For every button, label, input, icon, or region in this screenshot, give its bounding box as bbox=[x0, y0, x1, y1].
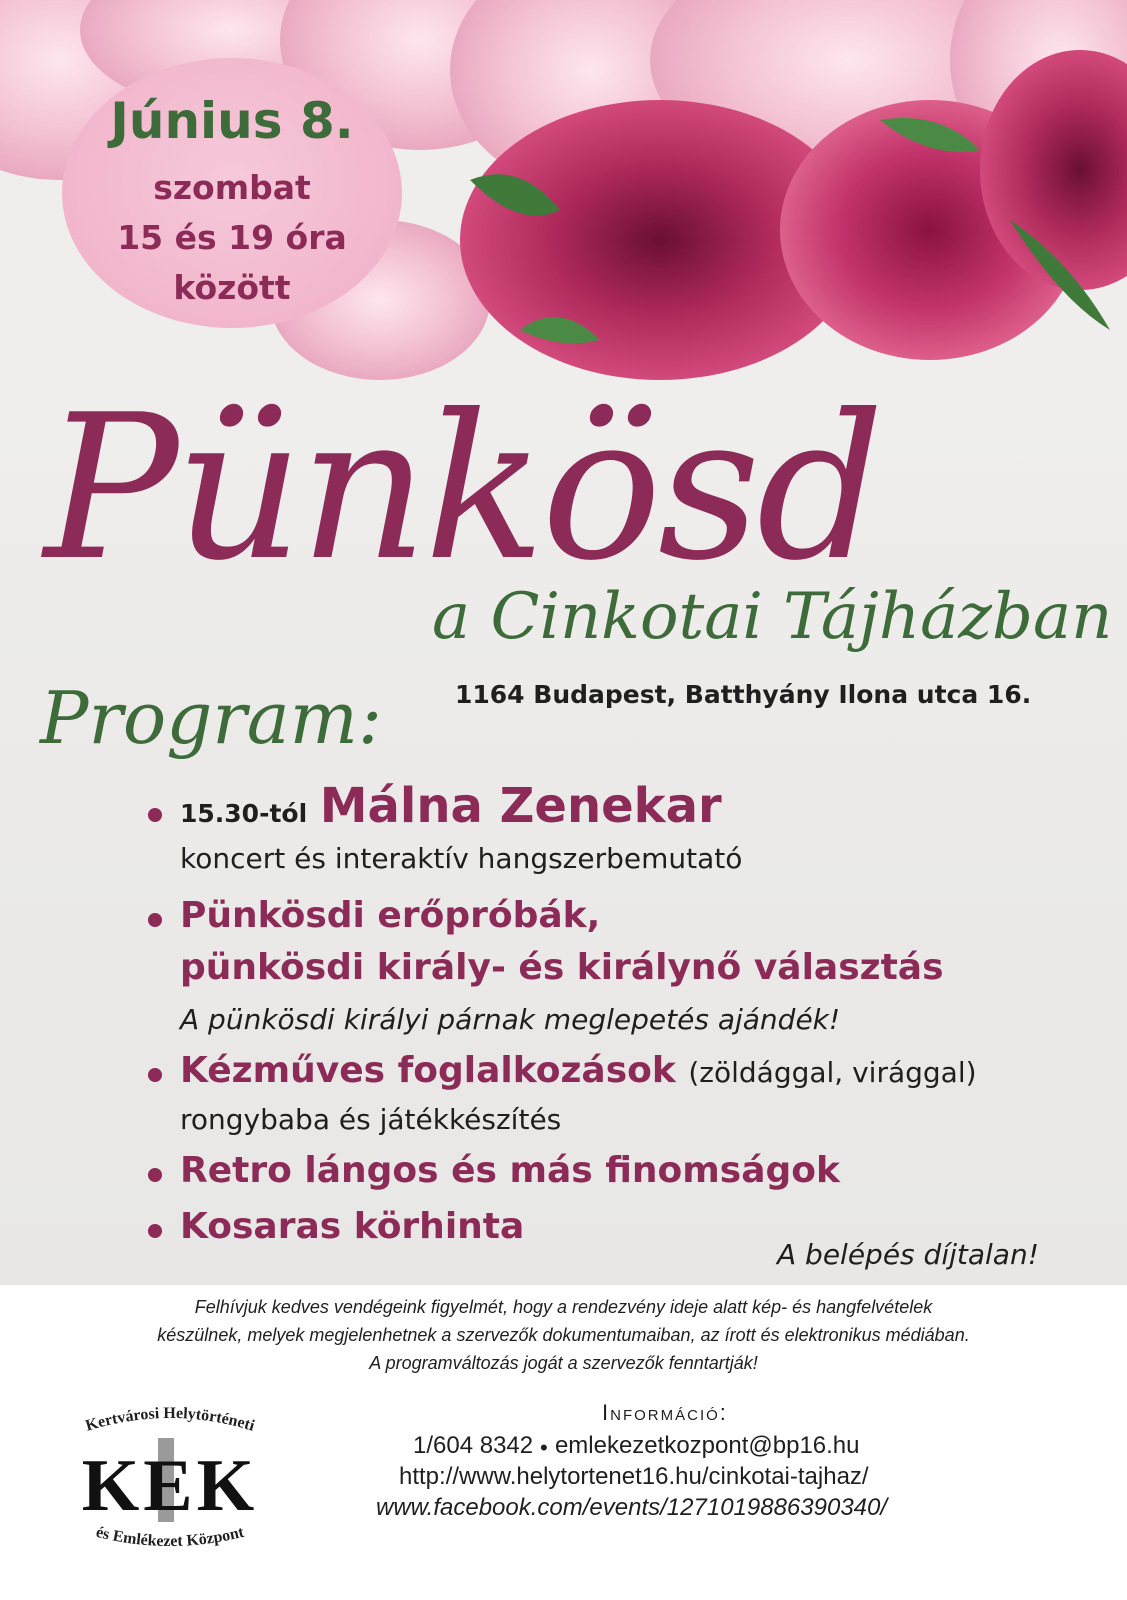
event-address: 1164 Budapest, Batthyány Ilona utca 16. bbox=[455, 680, 1032, 709]
svg-text:Kertvárosi Helytörténeti bbox=[84, 1405, 257, 1435]
program-item-4: Retro lángos és más finomságok bbox=[180, 1150, 840, 1191]
notice-line-3: A programváltozás jogát a szervezők fenntartják! bbox=[369, 1353, 758, 1373]
notice-line-2: készülnek, melyek megjelenhetnek a szervezők dokumentumaiban, az írott és elektronikus médiában. bbox=[157, 1325, 970, 1345]
event-date: Június 8. bbox=[110, 92, 354, 150]
info-contact-line bbox=[413, 1432, 860, 1460]
logo-letters: KEK bbox=[81, 1445, 259, 1527]
notice-line-1: Felhívjuk kedves vendégeink figyelmét, hogy a rendezvény ideje alatt kép- és hangfelvételek bbox=[194, 1297, 933, 1317]
entry-free-note: A belépés díjtalan! bbox=[777, 1238, 1039, 1271]
program-item-1 bbox=[180, 778, 722, 834]
program-item-1-desc: koncert és interaktív hangszerbemutató bbox=[180, 842, 743, 875]
program-item-1-name: Málna Zenekar bbox=[319, 778, 722, 834]
program-item-2-line1: Pünkösdi erőpróbák, bbox=[180, 895, 601, 936]
program-item-3-paren: (zöldággal, virággal) bbox=[688, 1056, 977, 1089]
kek-logo bbox=[50, 1388, 290, 1568]
logo-top-text: Kertvárosi Helytörténeti bbox=[83, 1404, 257, 1435]
info-phone: 1/604 8342 bbox=[413, 1432, 534, 1459]
program-item-2-note: A pünkösdi királyi párnak meglepetés ajándék! bbox=[180, 1003, 841, 1036]
info-email[interactable]: emlekezetkozpont@bp16.hu bbox=[554, 1432, 860, 1459]
program-item-1-time: 15.30-tól bbox=[180, 799, 308, 828]
info-heading: Információ: bbox=[602, 1400, 728, 1425]
info-facebook[interactable]: www.facebook.com/events/1271019886390340/ bbox=[376, 1494, 888, 1521]
bullet-icon bbox=[148, 1068, 162, 1082]
event-hours: 15 és 19 óra bbox=[117, 218, 347, 257]
event-subtitle: a Cinkotai Tájházban bbox=[432, 580, 1113, 654]
event-day: szombat bbox=[153, 168, 311, 207]
program-heading: Program: bbox=[40, 676, 383, 760]
bullet-icon bbox=[148, 913, 162, 927]
event-title: Pünkösd bbox=[44, 372, 881, 605]
program-item-2-line2: pünkösdi király- és királynő választás bbox=[180, 947, 944, 988]
bullet-icon bbox=[148, 1168, 162, 1182]
info-website[interactable]: http://www.helytortenet16.hu/cinkotai-tajhaz/ bbox=[399, 1463, 869, 1490]
event-hours-suffix: között bbox=[173, 268, 291, 307]
program-item-3-name: Kézműves foglalkozások bbox=[180, 1050, 676, 1091]
date-badge bbox=[62, 58, 402, 328]
bullet-icon bbox=[148, 808, 162, 822]
program-item-3-desc: rongybaba és játékkészítés bbox=[180, 1103, 562, 1136]
program-item-3 bbox=[180, 1050, 977, 1091]
svg-text:és Emlékezet Központ bbox=[94, 1524, 246, 1550]
logo-bottom-text: és Emlékezet Központ bbox=[94, 1523, 246, 1551]
separator-dot-icon: ● bbox=[539, 1438, 549, 1455]
bullet-icon bbox=[148, 1224, 162, 1238]
program-item-5: Kosaras körhinta bbox=[180, 1206, 525, 1247]
